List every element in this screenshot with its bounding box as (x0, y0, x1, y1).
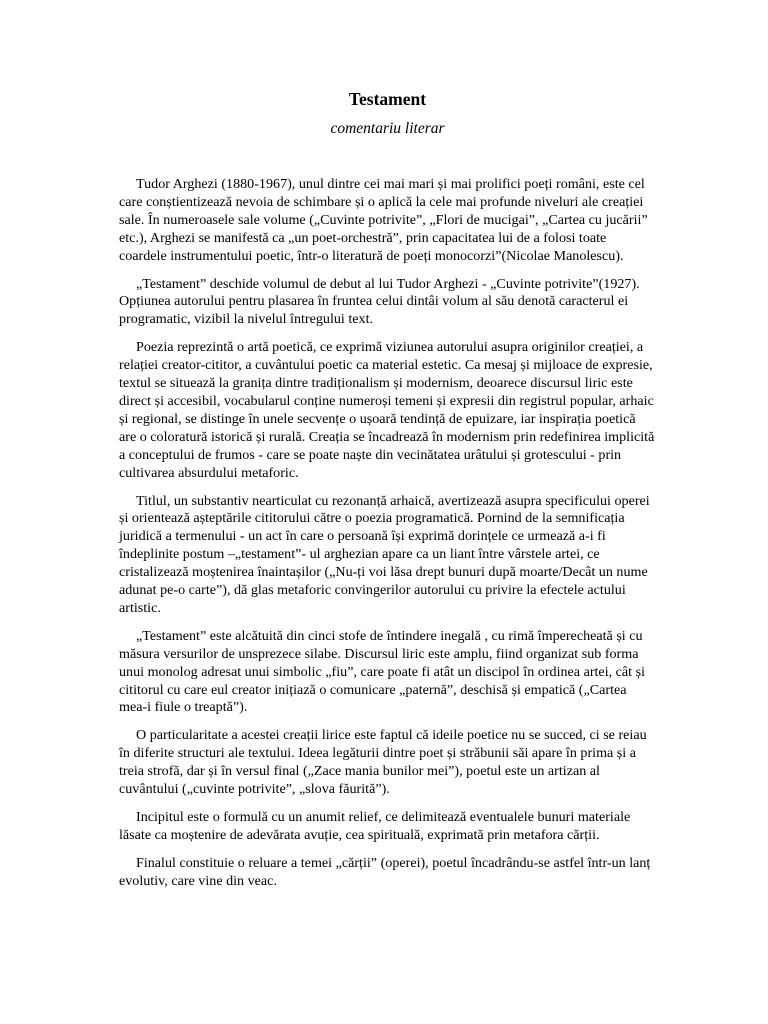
document-subtitle: comentariu literar (330, 120, 445, 137)
paragraph-final: Finalul constituie o reluare a temei „cărții” (operei), poetul încadrându-se astfel într-un lanț evolutiv, care vine din veac. (119, 854, 651, 889)
paragraph-intro: Tudor Arghezi (1880-1967), unul dintre cei mai mari și mai prolifici poeți români, este cel care conștientizează nevoia de schimbare și o aplică la cele mai profunde niveluri ale creației sale. În numeroasele sale volume („Cuvinte potrivite”, „Flori de mucigai”, „Cartea cu jucării” etc.), Arghezi se manifestă ca „un poet-orchestră”, prin capacitatea lui de a folosi toate coardele instrumentului poetic, într-o literatură de poeți monocorzi”(Nicolae Manolescu). (119, 176, 648, 264)
document-title: Testament (348, 89, 427, 109)
document-body (119, 176, 656, 891)
paragraph-volume: „Testament” deschide volumul de debut al lui Tudor Arghezi - „Cuvinte potrivite”(1927). Opțiunea autorului pentru plasarea în fruntea celui dintâi volum al său denotă caracterul ei programatic, vizibil la nivelul întregului text. (119, 275, 640, 328)
paragraph-title: Titlul, un substantiv nearticulat cu rezonanță arhaică, avertizează asupra specificului operei și orientează așteptările cititorului către o poezia programatică. Pornind de la semnificația juridică a termenului - un act în care o persoană își exprimă dorințele ce urmează a-i fi îndeplinite postum –„testament”- ul arghezian apare ca un liant între vârstele artei, ce cristalizează moștenirea înaintașilor („Nu-ți voi lăsa drept bunuri după moarte/Decât un nume adunat pe-o carte”), dă glas metaforic convingerilor autorului cu privire la efectele actului artistic. (119, 492, 650, 616)
paragraph-structure: „Testament” este alcătuită din cinci stofe de întindere inegală , cu rimă împerecheată și cu măsura versurilor de unsprezece silabe. Discursul liric este amplu, fiind organizat sub forma unui monolog adresat unui simbolic „fiu”, care poate fi atât un discipol în ordinea artei, cât și cititorul cu care eul creator inițiază o comunicare „paternă”, deschisă și empatică („Cartea mea-i fiule o treaptă”). (119, 627, 646, 716)
paragraph-particularity: O particularitate a acestei creații lirice este faptul că ideile poetice nu se succed, ci se reiau în diferite structuri ale textului. Ideea legăturii dintre poet și străbunii săi apare în prima și a treia strofă, dar și în versul final („Zace mania bunilor mei”), poetul este un artizan al cuvântului („cuvinte potrivite”, „slova făurită”). (119, 727, 647, 798)
paragraph-art-poetica: Poezia reprezintă o artă poetică, ce exprimă viziunea autorului asupra originilor creației, a relației creator-cititor, a cuvântului poetic ca material estetic. Ca mesaj și mijloace de expresie, textul se situează la granița dintre tradiționalism și modernism, deoarece discursul liric este direct și accesibil, vocabularul conține numeroși temeni și expresii din registrul popular, arhaic și regional, se distinge în unele secvențe o ușoară tendință de epuizare, iar inspirația poetică are o coloratură istorică și rurală. Creația se încadrează în modernism prin redefinirea implicită a conceptului de frumos - care se poate naște din vecinătatea urâtului și grotescului - prin cultivarea absurdului metaforic. (119, 339, 655, 481)
paragraph-incipit: Incipitul este o formulă cu un anumit relief, ce delimitează eventualele bunuri materiale lăsate ca moștenire de adevărata avuție, cea spirituală, exprimată prin metafora cărții. (119, 809, 631, 843)
